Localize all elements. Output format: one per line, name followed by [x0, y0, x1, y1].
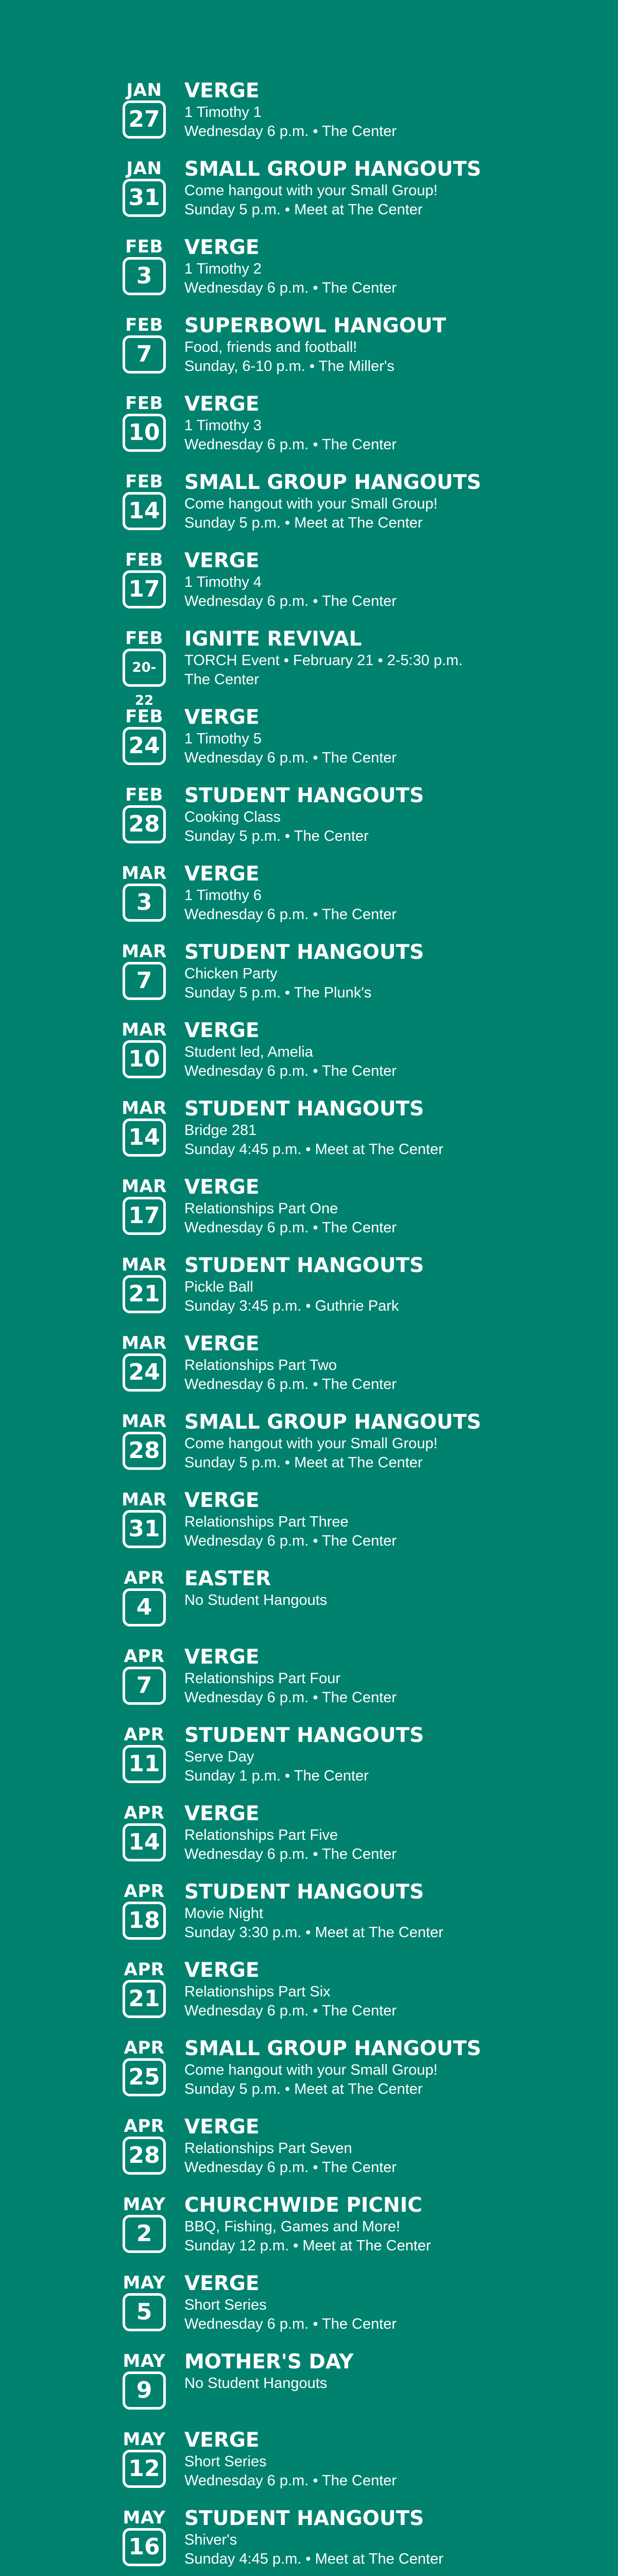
event-title: VERGE: [184, 1959, 260, 1982]
event-details: [184, 2272, 560, 2334]
event-date-badge: [119, 2509, 169, 2566]
event-description: Relationships Part Seven: [184, 2140, 352, 2157]
event-item: [119, 1483, 562, 1561]
event-day: 5: [123, 2293, 166, 2331]
event-date-badge: [119, 1334, 169, 1392]
event-details: [184, 393, 560, 454]
event-details: [184, 1254, 560, 1316]
event-month: APR: [124, 1803, 165, 1823]
event-day: 24: [123, 727, 166, 765]
event-day: 16: [123, 2528, 166, 2566]
event-day: 18: [123, 1902, 166, 1940]
event-time-location: Sunday 12 p.m. • Meet at The Center: [184, 2238, 431, 2254]
event-item: [119, 73, 562, 151]
event-details: [184, 784, 560, 846]
event-month: MAY: [123, 2351, 166, 2371]
event-details: [184, 1332, 560, 1394]
event-item: [119, 1404, 562, 1483]
event-description: Pickle Ball: [184, 1279, 253, 1295]
event-day: 9: [123, 2371, 166, 2410]
event-time-location: Wednesday 6 p.m. • The Center: [184, 2003, 397, 2019]
event-month: APR: [124, 2116, 165, 2137]
event-details: [184, 1489, 560, 1551]
event-description: Come hangout with your Small Group!: [184, 1435, 438, 1452]
event-details: [184, 2429, 560, 2490]
event-day: 24: [123, 1353, 166, 1392]
event-date-badge: [119, 865, 169, 922]
event-title: VERGE: [184, 1332, 260, 1355]
event-time-location: Wednesday 6 p.m. • The Center: [184, 1376, 397, 1393]
event-title: VERGE: [184, 1489, 260, 1512]
event-time-location: Sunday 3:45 p.m. • Guthrie Park: [184, 1298, 399, 1314]
event-description: TORCH Event • February 21 • 2-5:30 p.m.: [184, 652, 463, 669]
event-title: VERGE: [184, 236, 260, 259]
event-day: 27: [123, 100, 166, 139]
event-title: MOTHER'S DAY: [184, 2350, 354, 2374]
event-item: [119, 1326, 562, 1404]
event-month: FEB: [125, 628, 163, 649]
event-date-badge: [119, 238, 169, 295]
event-description: Relationships Part One: [184, 1200, 338, 1217]
event-date-badge: [119, 2039, 169, 2096]
event-month: APR: [124, 1959, 165, 1980]
event-date-badge: [119, 1413, 169, 1470]
event-item: [119, 2031, 562, 2109]
event-time-location: Wednesday 6 p.m. • The Center: [184, 1689, 397, 1706]
event-day: 12: [123, 2450, 166, 2488]
event-date-badge: [119, 1961, 169, 2018]
event-day: 14: [123, 1118, 166, 1157]
event-time-location: Wednesday 6 p.m. • The Center: [184, 1063, 397, 1079]
event-month: FEB: [125, 785, 163, 805]
event-date-badge: [119, 1021, 169, 1078]
event-description: Relationships Part Two: [184, 1357, 337, 1374]
event-item: [119, 543, 562, 621]
event-date-badge: [119, 395, 169, 452]
event-date-badge: [119, 473, 169, 530]
event-item: [119, 700, 562, 778]
event-date-badge: [119, 1804, 169, 1861]
event-item: [119, 465, 562, 543]
event-month: FEB: [125, 315, 163, 335]
event-item: [119, 230, 562, 308]
event-time-location: Sunday 5 p.m. • The Center: [184, 828, 369, 844]
event-details: [184, 471, 560, 533]
event-day: 28: [123, 1432, 166, 1470]
event-title: STUDENT HANGOUTS: [184, 1880, 424, 1904]
event-item: [119, 1561, 562, 1639]
event-time-location: Sunday 4:45 p.m. • Meet at The Center: [184, 2551, 443, 2567]
event-title: STUDENT HANGOUTS: [184, 1097, 424, 1121]
event-details: [184, 941, 560, 1003]
event-item: [119, 621, 562, 708]
event-item: [119, 1248, 562, 1326]
event-details: [184, 1176, 560, 1238]
event-date-badge: [119, 551, 169, 608]
event-date-badge: [119, 1491, 169, 1548]
event-item: [119, 1874, 562, 1953]
event-day: 28: [123, 2137, 166, 2175]
event-time-location: Wednesday 6 p.m. • The Center: [184, 280, 397, 296]
event-description: Serve Day: [184, 1749, 254, 1765]
event-date-badge: [119, 2196, 169, 2253]
event-date-badge: [119, 1726, 169, 1783]
event-time-location: Wednesday 6 p.m. • The Center: [184, 1219, 397, 1236]
event-details: [184, 2507, 560, 2569]
event-title: EASTER: [184, 1567, 271, 1590]
event-day: 28: [123, 805, 166, 843]
event-details: [184, 628, 560, 689]
event-month: MAR: [122, 1411, 167, 1432]
event-month: APR: [124, 1568, 165, 1588]
event-description: Come hangout with your Small Group!: [184, 2062, 438, 2078]
event-month: JAN: [126, 158, 162, 179]
event-time-location: Wednesday 6 p.m. • The Center: [184, 123, 397, 140]
event-item: [119, 2501, 562, 2576]
event-month: FEB: [125, 471, 163, 492]
event-title: SMALL GROUP HANGOUTS: [184, 2037, 482, 2060]
event-month: FEB: [125, 550, 163, 570]
event-title: SMALL GROUP HANGOUTS: [184, 1411, 482, 1434]
event-month: APR: [124, 2038, 165, 2058]
event-description: Come hangout with your Small Group!: [184, 496, 438, 512]
event-month: MAY: [123, 2429, 166, 2450]
event-details: [184, 706, 560, 768]
event-title: SMALL GROUP HANGOUTS: [184, 158, 482, 181]
event-item: [119, 856, 562, 935]
event-details: [184, 1959, 560, 2021]
event-month: MAY: [123, 2194, 166, 2215]
event-day: 21: [123, 1275, 166, 1313]
event-time-location: Sunday 3:30 p.m. • Meet at The Center: [184, 1924, 443, 1941]
event-description: Student led, Amelia: [184, 1044, 313, 1060]
event-description: Relationships Part Three: [184, 1514, 349, 1530]
event-item: [119, 935, 562, 1013]
event-details: [184, 236, 560, 298]
event-item: [119, 2266, 562, 2344]
event-description: Short Series: [184, 2297, 267, 2313]
event-month: MAR: [122, 1020, 167, 1040]
event-date-badge: [119, 1178, 169, 1235]
event-month: MAR: [122, 1255, 167, 1275]
event-description: Short Series: [184, 2453, 267, 2470]
event-item: [119, 778, 562, 856]
event-month: MAY: [123, 2273, 166, 2293]
event-day: 17: [123, 1197, 166, 1235]
event-day: 31: [123, 1510, 166, 1548]
event-time-location: Wednesday 6 p.m. • The Center: [184, 2159, 397, 2176]
event-description: No Student Hangouts: [184, 1592, 328, 1608]
event-description: Relationships Part Four: [184, 1670, 341, 1687]
event-time-location: Wednesday 6 p.m. • The Center: [184, 593, 397, 609]
event-item: [119, 1091, 562, 1170]
event-item: [119, 2422, 562, 2501]
event-day: 14: [123, 492, 166, 530]
event-day: 25: [123, 2058, 166, 2096]
event-date-badge: [119, 708, 169, 765]
event-details: [184, 1802, 560, 1864]
event-time-location: Wednesday 6 p.m. • The Center: [184, 436, 397, 453]
event-date-badge: [119, 160, 169, 217]
event-date-badge: [119, 2117, 169, 2175]
event-month: MAR: [122, 1176, 167, 1197]
event-title: VERGE: [184, 393, 260, 416]
event-time-location: Wednesday 6 p.m. • The Center: [184, 906, 397, 923]
event-title: STUDENT HANGOUTS: [184, 1254, 424, 1277]
event-month: APR: [124, 1646, 165, 1667]
event-description: No Student Hangouts: [184, 2375, 328, 2392]
event-day: 3: [123, 257, 166, 295]
event-date-badge: [119, 786, 169, 843]
event-item: [119, 1013, 562, 1091]
event-date-badge: [119, 2274, 169, 2331]
event-item: [119, 1639, 562, 1718]
event-date-badge: [119, 1099, 169, 1157]
event-month: MAR: [122, 863, 167, 884]
event-time-location: Wednesday 6 p.m. • The Center: [184, 2472, 397, 2489]
event-day: 31: [123, 179, 166, 217]
event-day: 7: [123, 335, 166, 374]
event-description: Movie Night: [184, 1905, 264, 1922]
event-description: BBQ, Fishing, Games and More!: [184, 2218, 401, 2235]
event-time-location: Sunday 5 p.m. • The Plunk's: [184, 985, 372, 1001]
event-details: [184, 79, 560, 141]
event-title: VERGE: [184, 1176, 260, 1199]
event-time-location: Sunday, 6-10 p.m. • The Miller's: [184, 358, 394, 375]
event-time-location: Sunday 5 p.m. • Meet at The Center: [184, 2081, 423, 2097]
event-title: VERGE: [184, 2115, 260, 2139]
event-description: 1 Timothy 3: [184, 417, 262, 434]
event-details: [184, 1724, 560, 1786]
event-details: [184, 2115, 560, 2177]
event-day: 7: [123, 962, 166, 1000]
event-item: [119, 2109, 562, 2188]
event-details: [184, 1567, 560, 1610]
event-day: 10: [123, 414, 166, 452]
event-date-badge: [119, 628, 169, 708]
event-item: [119, 386, 562, 465]
event-title: VERGE: [184, 706, 260, 729]
event-title: VERGE: [184, 862, 260, 886]
event-item: [119, 151, 562, 230]
event-month: MAR: [122, 1098, 167, 1118]
event-title: CHURCHWIDE PICNIC: [184, 2194, 422, 2217]
event-description: Relationships Part Six: [184, 1984, 331, 2000]
event-month: MAR: [122, 1489, 167, 1510]
event-time-location: Sunday 4:45 p.m. • Meet at The Center: [184, 1141, 443, 1158]
event-description: Relationships Part Five: [184, 1827, 338, 1843]
event-date-badge: [119, 1648, 169, 1705]
event-description: Chicken Party: [184, 965, 278, 982]
event-details: [184, 1646, 560, 1707]
event-month: APR: [124, 1881, 165, 1902]
event-date-badge: [119, 1569, 169, 1626]
event-description: Bridge 281: [184, 1122, 257, 1139]
event-time-location: The Center: [184, 671, 260, 688]
event-details: [184, 1097, 560, 1159]
event-date-badge: [119, 943, 169, 1000]
event-day: 20-22: [123, 649, 166, 687]
event-time-location: Wednesday 6 p.m. • The Center: [184, 750, 397, 766]
event-day: 21: [123, 1980, 166, 2018]
event-details: [184, 1019, 560, 1081]
event-title: VERGE: [184, 2272, 260, 2295]
event-time-location: Sunday 1 p.m. • The Center: [184, 1768, 369, 1784]
event-item: [119, 2188, 562, 2266]
event-details: [184, 862, 560, 924]
event-description: Food, friends and football!: [184, 339, 357, 355]
event-title: SMALL GROUP HANGOUTS: [184, 471, 482, 494]
event-month: JAN: [126, 80, 162, 100]
event-details: [184, 2350, 560, 2393]
event-item: [119, 1796, 562, 1874]
event-item: [119, 1718, 562, 1796]
event-day: 2: [123, 2215, 166, 2253]
event-month: FEB: [125, 393, 163, 414]
event-day: 17: [123, 570, 166, 608]
event-title: STUDENT HANGOUTS: [184, 941, 424, 964]
event-title: VERGE: [184, 549, 260, 572]
event-date-badge: [119, 2352, 169, 2410]
event-time-location: Sunday 5 p.m. • Meet at The Center: [184, 1454, 423, 1471]
event-details: [184, 314, 560, 376]
event-date-badge: [119, 81, 169, 139]
event-item: [119, 1953, 562, 2031]
event-day: 3: [123, 884, 166, 922]
event-details: [184, 2194, 560, 2256]
event-item: [119, 1170, 562, 1248]
event-details: [184, 1880, 560, 1942]
event-day: 4: [123, 1588, 166, 1626]
event-title: VERGE: [184, 79, 260, 103]
event-time-location: Sunday 5 p.m. • Meet at The Center: [184, 201, 423, 218]
event-day: 10: [123, 1040, 166, 1078]
event-title: SUPERBOWL HANGOUT: [184, 314, 447, 337]
event-details: [184, 158, 560, 219]
event-item: [119, 308, 562, 386]
event-title: STUDENT HANGOUTS: [184, 2507, 424, 2530]
event-date-badge: [119, 2431, 169, 2488]
event-title: VERGE: [184, 1019, 260, 1042]
event-date-badge: [119, 1883, 169, 1940]
event-description: 1 Timothy 2: [184, 261, 262, 277]
event-title: STUDENT HANGOUTS: [184, 1724, 424, 1747]
event-description: 1 Timothy 6: [184, 887, 262, 904]
event-description: Come hangout with your Small Group!: [184, 182, 438, 199]
event-month: MAR: [122, 941, 167, 962]
event-title: VERGE: [184, 1802, 260, 1825]
event-description: Cooking Class: [184, 809, 281, 825]
event-date-badge: [119, 1256, 169, 1313]
event-month: MAY: [123, 2507, 166, 2528]
event-title: VERGE: [184, 2429, 260, 2452]
event-title: IGNITE REVIVAL: [184, 628, 362, 651]
event-day: 11: [123, 1745, 166, 1783]
event-time-location: Wednesday 6 p.m. • The Center: [184, 2316, 397, 2332]
event-month: APR: [124, 1724, 165, 1745]
event-time-location: Wednesday 6 p.m. • The Center: [184, 1846, 397, 1862]
event-description: 1 Timothy 4: [184, 574, 262, 590]
event-details: [184, 549, 560, 611]
event-time-location: Wednesday 6 p.m. • The Center: [184, 1533, 397, 1549]
event-day: 7: [123, 1667, 166, 1705]
event-title: STUDENT HANGOUTS: [184, 784, 424, 807]
event-description: 1 Timothy 5: [184, 731, 262, 747]
event-month: FEB: [125, 706, 163, 727]
event-item: [119, 2344, 562, 2422]
event-details: [184, 1411, 560, 1472]
event-description: Shiver's: [184, 2532, 237, 2548]
event-description: 1 Timothy 1: [184, 104, 262, 121]
event-day: 14: [123, 1823, 166, 1861]
event-month: FEB: [125, 236, 163, 257]
event-details: [184, 2037, 560, 2099]
event-month: MAR: [122, 1333, 167, 1353]
event-list: [119, 73, 562, 2576]
event-time-location: Sunday 5 p.m. • Meet at The Center: [184, 515, 423, 531]
event-title: VERGE: [184, 1646, 260, 1669]
event-date-badge: [119, 316, 169, 374]
